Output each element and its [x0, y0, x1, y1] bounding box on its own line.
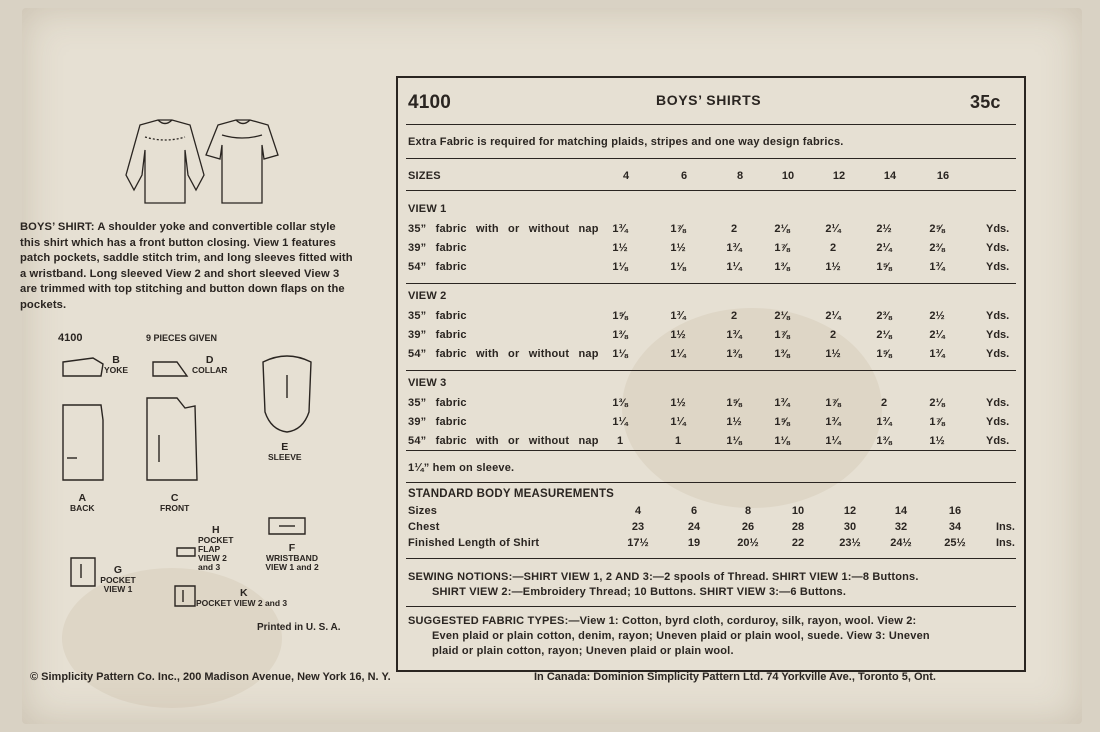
size-header-12: 12 [832, 170, 846, 182]
length-value: 24½ [890, 537, 912, 549]
pieces-given: 9 PIECES GIVEN [146, 333, 218, 343]
body-size-value: 6 [690, 505, 698, 517]
yardage-value: 1½ [670, 242, 686, 254]
yardage-value: 1⅛ [726, 435, 742, 447]
yardage-value: 1¾ [670, 310, 686, 322]
yardage-value: 1¾ [929, 348, 945, 360]
yardage-value: 1⅜ [612, 329, 628, 341]
yardage-value: 2 [730, 310, 738, 322]
yards-unit: Yds. [986, 397, 1010, 409]
divider [406, 482, 1016, 483]
body-measurements-title: STANDARD BODY MEASUREMENTS [408, 488, 615, 500]
piece-g-pocket: G POCKET VIEW 1 [100, 564, 136, 594]
yardage-value: 2 [880, 397, 888, 409]
fabric-width-label: 35” fabric [408, 310, 467, 322]
yards-unit: Yds. [986, 310, 1010, 322]
footer-canada: In Canada: Dominion Simplicity Pattern Ltd. 74 Yorkville Ave., Toronto 5, Ont. [534, 671, 936, 683]
length-label: Finished Length of Shirt [408, 537, 540, 549]
divider [406, 190, 1016, 191]
body-sizes-label: Sizes [408, 505, 438, 517]
fabric-types-line1: SUGGESTED FABRIC TYPES:—View 1: Cotton, byrd cloth, corduroy, silk, rayon, wool. View 2: [408, 615, 917, 627]
yardage-value: 1⅛ [612, 348, 628, 360]
yardage-value: 1¾ [774, 397, 790, 409]
yardage-value: 1¼ [825, 435, 841, 447]
yardage-value: 1⅜ [876, 435, 892, 447]
length-value: 17½ [627, 537, 649, 549]
length-value: 19 [687, 537, 701, 549]
printed-in-usa: Printed in U. S. A. [257, 622, 341, 633]
yardage-table [396, 76, 1026, 672]
yardage-value: 2⅜ [929, 242, 945, 254]
yardage-value: 1⅝ [726, 397, 742, 409]
chest-value: 32 [894, 521, 908, 533]
fabric-width-label: 54” fabric [408, 261, 467, 273]
sizes-label: SIZES [408, 170, 441, 182]
yardage-value: 1¾ [929, 261, 945, 273]
fabric-width-label: 54” fabric with or without nap [408, 435, 599, 447]
yards-unit: Yds. [986, 416, 1010, 428]
yardage-value: 1⅝ [876, 348, 892, 360]
yardage-value: 2½ [929, 310, 945, 322]
size-header-16: 16 [936, 170, 950, 182]
yardage-value: 2⅛ [774, 223, 790, 235]
yardage-value: 1½ [929, 435, 945, 447]
chest-value: 34 [948, 521, 962, 533]
body-size-value: 10 [791, 505, 805, 517]
yardage-value: 1⅜ [612, 397, 628, 409]
fabric-width-label: 39” fabric [408, 242, 467, 254]
view-label-2: VIEW 2 [408, 290, 447, 302]
divider [406, 158, 1016, 159]
yardage-value: 1⅞ [774, 329, 790, 341]
fabric-width-label: 39” fabric [408, 416, 467, 428]
divider [406, 558, 1016, 559]
yardage-value: 2¼ [825, 223, 841, 235]
yardage-value: 2¼ [876, 242, 892, 254]
body-size-value: 14 [894, 505, 908, 517]
yardage-value: 1¼ [670, 416, 686, 428]
chest-value: 23 [631, 521, 645, 533]
yardage-value: 1⅛ [612, 261, 628, 273]
yardage-value: 1⅜ [774, 261, 790, 273]
yardage-value: 2⅛ [929, 397, 945, 409]
fabric-width-label: 35” fabric [408, 397, 467, 409]
length-value: 22 [791, 537, 805, 549]
extra-fabric-note: Extra Fabric is required for matching plaids, stripes and one way design fabrics. [408, 136, 844, 148]
size-header-14: 14 [883, 170, 897, 182]
body-size-value: 12 [843, 505, 857, 517]
yards-unit: Yds. [986, 329, 1010, 341]
divider [406, 124, 1016, 125]
table-pattern-number: 4100 [408, 92, 452, 113]
divider [406, 450, 1016, 451]
body-size-value: 16 [948, 505, 962, 517]
piece-h-pocket-flap: H POCKET FLAP VIEW 2 and 3 [198, 524, 234, 572]
length-value: 23½ [839, 537, 861, 549]
sewing-notions-line1: SEWING NOTIONS:—SHIRT VIEW 1, 2 AND 3:—2 spools of Thread. SHIRT VIEW 1:—8 Buttons. [408, 571, 919, 583]
yardage-value: 1¾ [726, 329, 742, 341]
yardage-value: 1⅛ [670, 261, 686, 273]
size-header-10: 10 [781, 170, 795, 182]
length-value: 20½ [737, 537, 759, 549]
yardage-value: 1½ [670, 397, 686, 409]
yards-unit: Yds. [986, 348, 1010, 360]
divider [406, 283, 1016, 284]
shirt-illustrations [100, 115, 290, 210]
pattern-number-small: 4100 [58, 332, 83, 344]
yardage-value: 2½ [876, 223, 892, 235]
yardage-value: 2⅜ [876, 310, 892, 322]
size-header-8: 8 [736, 170, 744, 182]
yardage-value: 1⅞ [825, 397, 841, 409]
view-label-1: VIEW 1 [408, 203, 447, 215]
yardage-value: 1⅞ [670, 223, 686, 235]
chest-value: 30 [843, 521, 857, 533]
yardage-value: 1½ [670, 329, 686, 341]
size-header-6: 6 [680, 170, 688, 182]
fabric-types-line3: plaid or plain cotton, rayon; Uneven plaid or plain wool. [432, 645, 734, 657]
sewing-notions-line2: SHIRT VIEW 2:—Embroidery Thread; 10 Buttons. SHIRT VIEW 3:—6 Buttons. [432, 586, 847, 598]
yardage-value: 1½ [825, 348, 841, 360]
yardage-value: 2 [829, 242, 837, 254]
inches-unit: Ins. [996, 537, 1015, 549]
yards-unit: Yds. [986, 435, 1010, 447]
yards-unit: Yds. [986, 223, 1010, 235]
fabric-types-line2: Even plaid or plain cotton, denim, rayon; Uneven plaid or plain wool, suede. View 3: Uneven [432, 630, 930, 642]
piece-k-pocket: K POCKET VIEW 2 and 3 [196, 587, 288, 608]
yardage-value: 1½ [612, 242, 628, 254]
divider [406, 606, 1016, 607]
yardage-value: 2⅝ [929, 223, 945, 235]
yardage-value: 1¾ [726, 242, 742, 254]
table-price: 35c [970, 92, 1001, 112]
inches-unit: Ins. [996, 521, 1015, 533]
chest-value: 28 [791, 521, 805, 533]
piece-b-yoke: B YOKE [104, 354, 129, 375]
length-value: 25½ [944, 537, 966, 549]
yardage-value: 1⅝ [876, 261, 892, 273]
yards-unit: Yds. [986, 261, 1010, 273]
yardage-value: 1⅝ [612, 310, 628, 322]
piece-c-front: C FRONT [160, 492, 190, 513]
chest-value: 26 [741, 521, 755, 533]
footer-publisher: © Simplicity Pattern Co. Inc., 200 Madison Avenue, New York 16, N. Y. [30, 671, 391, 683]
view-label-3: VIEW 3 [408, 377, 447, 389]
yardage-value: 1½ [825, 261, 841, 273]
pattern-pieces-diagram [55, 350, 325, 620]
yardage-value: 1⅜ [726, 348, 742, 360]
hem-note: 1¼” hem on sleeve. [408, 462, 515, 474]
size-header-4: 4 [622, 170, 630, 182]
fabric-width-label: 39” fabric [408, 329, 467, 341]
piece-e-sleeve: E SLEEVE [268, 441, 302, 462]
yardage-value: 1⅛ [774, 435, 790, 447]
yardage-value: 2⅛ [774, 310, 790, 322]
yardage-value: 2 [730, 223, 738, 235]
fabric-width-label: 54” fabric with or without nap [408, 348, 599, 360]
yardage-value: 1½ [726, 416, 742, 428]
yardage-value: 1⅝ [774, 416, 790, 428]
yardage-value: 1¼ [612, 416, 628, 428]
body-size-value: 4 [634, 505, 642, 517]
yardage-value: 2¼ [825, 310, 841, 322]
yardage-value: 1⅞ [774, 242, 790, 254]
yardage-value: 1 [616, 435, 624, 447]
yardage-value: 1¾ [612, 223, 628, 235]
yardage-value: 1⅞ [929, 416, 945, 428]
yards-unit: Yds. [986, 242, 1010, 254]
shirt-description: BOYS’ SHIRT: A shoulder yoke and convertible collar style this shirt which has a front button closing. View 1 features patch pockets, saddle stitch trim, and long sleeves fitted with a wristband. Long sleeved View 2 and short sleeved View 3 are trimmed with top stitching and button down flaps on the pockets. [20, 221, 353, 311]
body-size-value: 8 [744, 505, 752, 517]
chest-value: 24 [687, 521, 701, 533]
chest-label: Chest [408, 521, 440, 533]
yardage-value: 2⅛ [876, 329, 892, 341]
yardage-value: 2¼ [929, 329, 945, 341]
yardage-value: 2 [829, 329, 837, 341]
yardage-value: 1¾ [825, 416, 841, 428]
fabric-width-label: 35” fabric with or without nap [408, 223, 599, 235]
piece-f-wristband: F WRISTBAND VIEW 1 and 2 [265, 542, 319, 572]
yardage-value: 1 [674, 435, 682, 447]
divider [406, 370, 1016, 371]
piece-a-back: A BACK [70, 492, 95, 513]
piece-d-collar: D COLLAR [192, 354, 228, 375]
yardage-value: 1¼ [670, 348, 686, 360]
yardage-value: 1¼ [726, 261, 742, 273]
yardage-value: 1⅜ [774, 348, 790, 360]
yardage-value: 1¾ [876, 416, 892, 428]
table-title: BOYS’ SHIRTS [656, 92, 762, 108]
